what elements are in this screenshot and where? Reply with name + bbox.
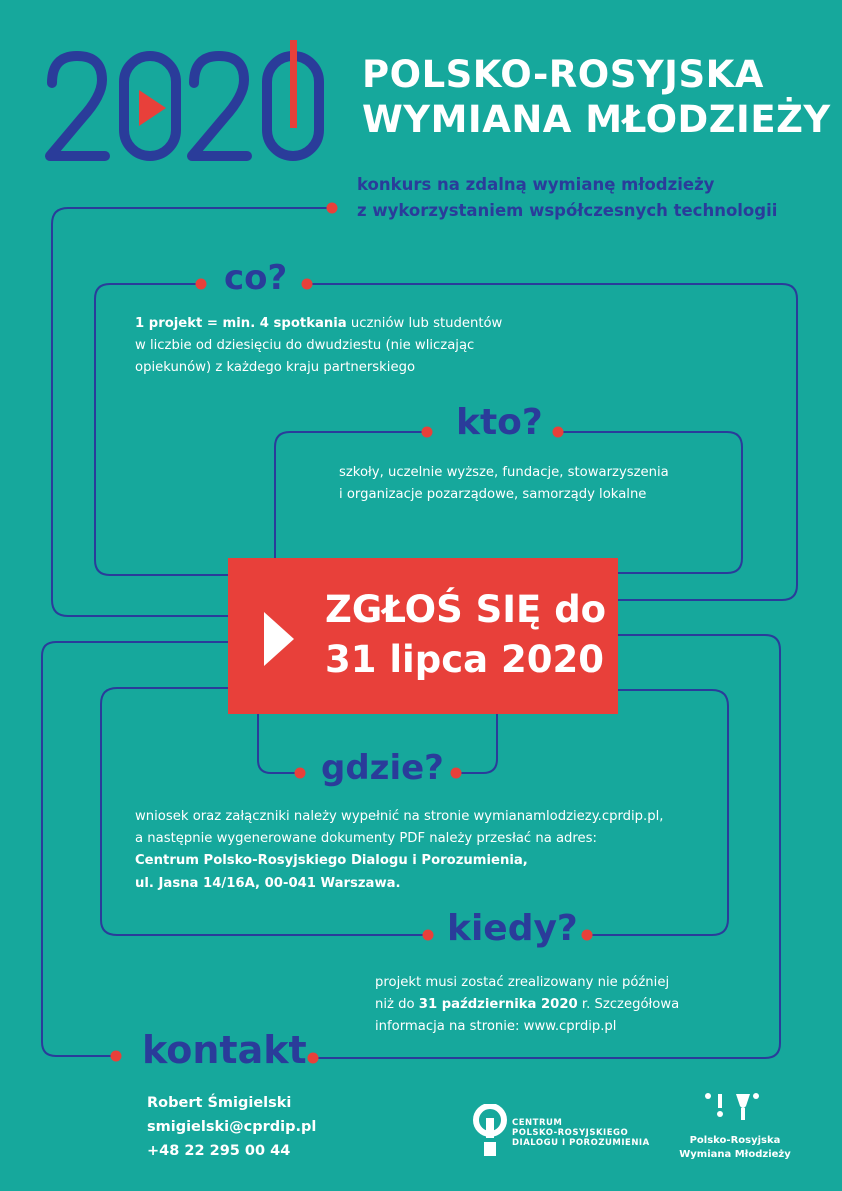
heading-kiedy: kiedy?: [447, 908, 578, 949]
connector-dot: [582, 930, 593, 941]
gdzie-line-1: wniosek oraz załączniki należy wypełnić na stronie wymianamlodziezy.cprdip.pl,: [135, 809, 664, 824]
heading-gdzie: gdzie?: [321, 748, 444, 788]
gdzie-address-1: Centrum Polsko-Rosyjskiego Dialogu i Porozumienia,: [135, 853, 528, 869]
cta-line-1: ZGŁOŚ SIĘ do: [325, 588, 607, 631]
kto-text: [339, 462, 669, 506]
kto-line-1: szkoły, uczelnie wyższe, fundacje, stowarzyszenia: [339, 465, 669, 480]
contact-phone: +48 22 295 00 44: [147, 1142, 291, 1159]
centrum-line-1: CENTRUM: [512, 1118, 563, 1128]
connector-dot: [553, 427, 564, 438]
subtitle-line-2: z wykorzystaniem współczesnych technologii: [357, 201, 778, 221]
co-bold: 1 projekt = min. 4 spotkania: [135, 316, 347, 331]
connector-dot: [196, 279, 207, 290]
kiedy-line-2b: r. Szczegółowa: [577, 997, 680, 1013]
connector-dot: [295, 768, 306, 779]
centrum-line-2: POLSKO-ROSYJSKIEGO: [512, 1128, 629, 1139]
cta-text: [325, 585, 606, 685]
subtitle: [357, 172, 777, 224]
heading-kto: kto?: [456, 402, 543, 443]
kto-line-2: i organizacje pozarządowe, samorządy lokalne: [339, 487, 647, 503]
kiedy-line-1: projekt musi zostać zrealizowany nie później: [375, 975, 670, 990]
wymiana-line-1: Polsko-Rosyjska: [689, 1135, 781, 1146]
title-line-2: WYMIANA MŁODZIEŻY: [362, 98, 831, 142]
co-text: [135, 313, 502, 380]
connector-dot: [327, 203, 338, 214]
wymiana-logo-icon: [704, 1088, 764, 1128]
subtitle-line-1: konkurs na zdalną wymianę młodzieży: [357, 175, 715, 194]
centrum-logo-text: [512, 1118, 650, 1149]
cta-line-2: 31 lipca 2020: [325, 637, 604, 681]
connector-dot: [423, 930, 434, 941]
kiedy-date: 31 października 2020: [418, 997, 578, 1013]
connector-dot: [451, 768, 462, 779]
co-line-1: uczniów lub studentów: [346, 316, 503, 331]
centrum-logo-icon: [472, 1104, 508, 1158]
connector-dot: [422, 427, 433, 438]
connector-dot: [308, 1053, 319, 1064]
connector-dot: [111, 1051, 122, 1062]
gdzie-line-2: a następnie wygenerowane dokumenty PDF należy przesłać na adres:: [135, 831, 597, 847]
play-arrow-icon: [262, 610, 296, 668]
heading-co: co?: [224, 258, 288, 298]
co-line-2: w liczbie od dziesięciu do dwudziestu (nie wliczając: [135, 338, 475, 354]
wymiana-line-2: Wymiana Młodzieży: [679, 1149, 791, 1160]
co-line-3: opiekunów) z każdego kraju partnerskiego: [135, 360, 416, 376]
play-triangle-icon: [139, 90, 166, 126]
kiedy-line-3: informacja na stronie: www.cprdip.pl: [375, 1019, 617, 1035]
year-2020-logo: [42, 38, 342, 168]
main-title: [362, 52, 831, 142]
gdzie-text: [135, 806, 663, 895]
contact-name: Robert Śmigielski: [147, 1095, 292, 1111]
wymiana-logo-text: [676, 1134, 794, 1162]
red-bar: [290, 40, 297, 128]
centrum-line-3: DIALOGU I POROZUMIENIA: [512, 1138, 650, 1149]
contact-email[interactable]: smigielski@cprdip.pl: [147, 1118, 317, 1135]
kiedy-text: [375, 972, 679, 1039]
contact-info: [147, 1092, 316, 1164]
kiedy-line-2a: niż do: [375, 997, 419, 1013]
connector-dot: [302, 279, 313, 290]
heading-kontakt: kontakt: [142, 1028, 307, 1072]
title-line-1: POLSKO-ROSYJSKA: [362, 53, 764, 96]
gdzie-address-2: ul. Jasna 14/16A, 00-041 Warszawa.: [135, 875, 401, 891]
